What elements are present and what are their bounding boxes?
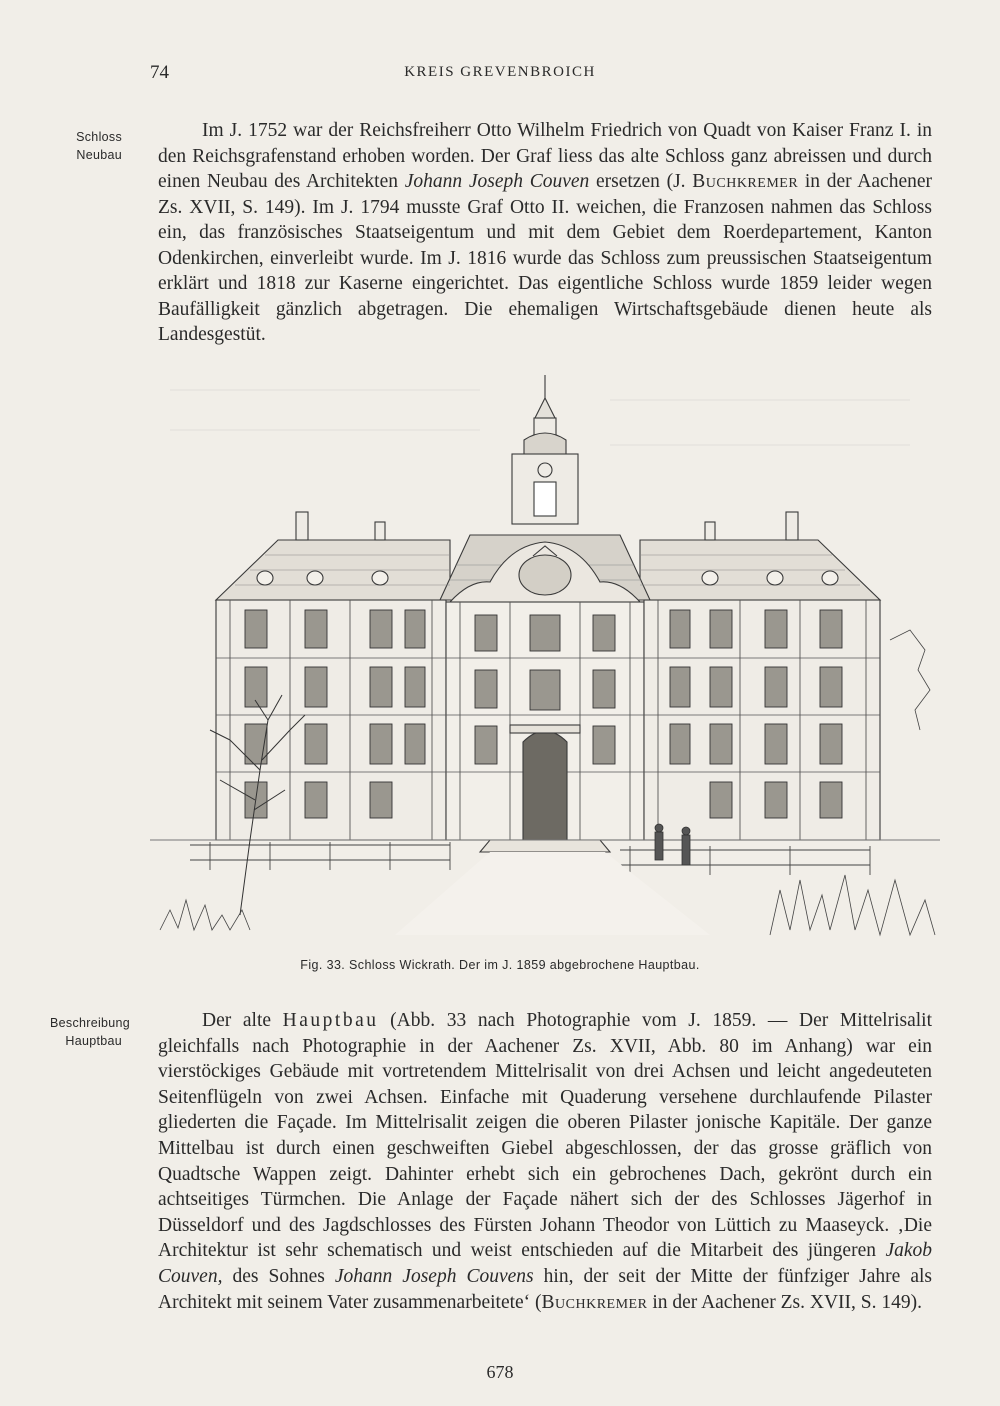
architect-name: Johann Joseph Couven bbox=[404, 171, 590, 192]
author-name: Buchkremer bbox=[541, 1291, 648, 1313]
spaced-term: Hauptbau bbox=[282, 1010, 379, 1031]
author-name: Buchkremer bbox=[692, 171, 799, 192]
text-run: in der Aachener Zs. XVII, S. 149). bbox=[647, 1291, 923, 1313]
text-run: Im J. 1752 war der Reichsfreiherr Otto Wilhelm Friedrich von Quadt von Kaiser Franz I. in den Reichsgrafenstand erhoben worden. Der Graf liess das alte Schloss ganz abreissen und durch einen Neubau des Architekten bbox=[158, 120, 932, 192]
running-title: KREIS GREVENBROICH bbox=[404, 64, 596, 80]
text-run: des Sohnes bbox=[222, 1265, 335, 1287]
margin-note-beschreibung-hauptbau bbox=[50, 1014, 131, 1050]
text-run: Der alte bbox=[202, 1010, 283, 1031]
margin-note-schloss-neubau bbox=[50, 128, 122, 164]
margin-note-line: Hauptbau bbox=[65, 1034, 122, 1048]
text-run: ersetzen (J. bbox=[589, 171, 693, 192]
italic-name: Johann Joseph Couvens bbox=[334, 1265, 534, 1287]
margin-note-line: Beschreibung bbox=[50, 1016, 131, 1030]
margin-note-line: Neubau bbox=[76, 148, 122, 162]
page-number: 74 bbox=[150, 62, 169, 83]
paragraph-beschreibung-hauptbau bbox=[158, 1008, 932, 1315]
italic-name: Jakob Couven, bbox=[158, 1240, 932, 1287]
castle-engraving bbox=[150, 370, 940, 940]
text-run: in der Aachener Zs. XVII, S. 149). Im J. 1794 musste Graf Otto II. weichen, die Franzosen nahmen das Schloss ein, das französisches Staatseigentum und mit dem Gebiet dem Roerdepartement, Kanton Odenkirchen, einverleibt wurde. Im J. 1816 wurde das Schloss zum preussischen Staatseigentum erklärt und 1818 zur Kaserne eingerichtet. Das eigentliche Schloss wurde 1859 leider wegen Baufälligkeit gänzlich abgetragen. Die ehemaligen Wirtschaftsgebäude dienen heute als Landesgestüt. bbox=[158, 171, 932, 345]
text-run: hin, der seit der Mitte der fünfziger Jahre als Architekt mit seinem Vater zusammenarbeitete‘ ( bbox=[158, 1265, 932, 1313]
text-run: (Abb. 33 nach Photographie vom J. 1859. — Der Mittelrisalit gleichfalls nach Photographie in der Aachener Zs. XVII, Abb. 80 im Anhang) war ein vierstöckiges Gebäude mit vortretendem Mittelrisalit von drei Achsen und leicht angedeuteten Seitenflügeln von zwei Achsen. Einfache mit Quaderung versehene durchlaufende Pilaster gliederten die Façade. Im Mittelrisalit zeigen die oberen Pilaster jonische Kapitäle. Der ganze Mittelbau ist durch einen geschweiften Giebel abgeschlossen, der das grosse gräflich von Quadtsche Wappen zeigt. Dahinter erhebt sich ein gebrochenes Dach, gekrönt durch ein achtseitiges Türmchen. Die Anlage der Façade nähert sich der des Schlosses Jägerhof in Düsseldorf und des Jagdschlosses des Fürsten Johann Theodor von Lüttich zu Maaseyck. ‚Die Architektur ist sehr schematisch und weist entschieden auf die Mitarbeit des jüngeren bbox=[158, 1010, 932, 1262]
margin-note-line: Schloss bbox=[76, 130, 122, 144]
folio-number: 678 bbox=[486, 1362, 514, 1382]
figure-caption: Fig. 33. Schloss Wickrath. Der im J. 1859 abgebrochene Hauptbau. bbox=[300, 958, 700, 972]
paragraph-schloss-neubau bbox=[158, 118, 932, 348]
